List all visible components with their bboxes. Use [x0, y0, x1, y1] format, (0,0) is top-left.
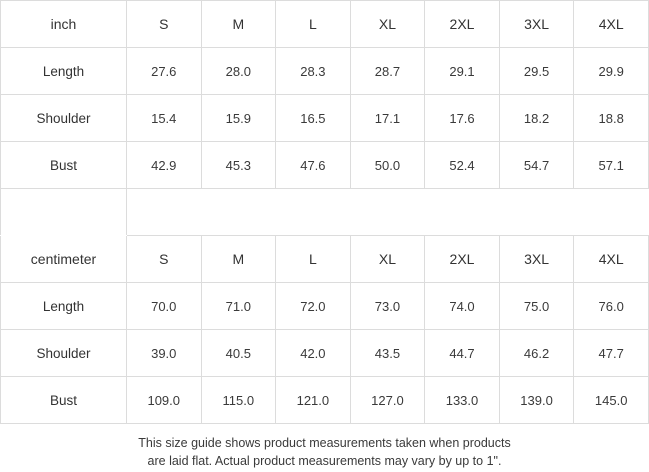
table-header-row-inch	[1, 1, 649, 48]
cell-bust-s-inch: 42.9	[126, 142, 201, 189]
cell-shoulder-3xl-cm: 46.2	[499, 330, 574, 377]
cell-length-4xl-cm: 76.0	[574, 283, 649, 330]
cell-bust-xl-inch: 50.0	[350, 142, 425, 189]
cell-length-l-inch: 28.3	[276, 48, 351, 95]
spacer-cell-right	[126, 189, 648, 236]
cell-bust-m-inch: 45.3	[201, 142, 276, 189]
spacer-cell-left	[1, 189, 127, 236]
cell-shoulder-m-inch: 15.9	[201, 95, 276, 142]
cell-bust-m-cm: 115.0	[201, 377, 276, 424]
table-spacer-row	[1, 189, 649, 236]
cell-length-s-cm: 70.0	[126, 283, 201, 330]
cell-bust-3xl-inch: 54.7	[499, 142, 574, 189]
unit-label-inch: inch	[1, 1, 127, 48]
column-header-4xl-inch: 4XL	[574, 1, 649, 48]
cell-length-2xl-cm: 74.0	[425, 283, 500, 330]
cell-length-2xl-inch: 29.1	[425, 48, 500, 95]
row-label-shoulder-cm: Shoulder	[1, 330, 127, 377]
cell-length-4xl-inch: 29.9	[574, 48, 649, 95]
note-line-2: are laid flat. Actual product measurements may vary by up to 1".	[147, 454, 502, 469]
table-row	[1, 95, 649, 142]
row-label-length-cm: Length	[1, 283, 127, 330]
cell-length-s-inch: 27.6	[126, 48, 201, 95]
cell-shoulder-l-cm: 42.0	[276, 330, 351, 377]
unit-label-centimeter: centimeter	[1, 236, 127, 283]
cell-shoulder-m-cm: 40.5	[201, 330, 276, 377]
cell-shoulder-xl-inch: 17.1	[350, 95, 425, 142]
cell-shoulder-s-inch: 15.4	[126, 95, 201, 142]
column-header-l-inch: L	[276, 1, 351, 48]
cell-length-3xl-cm: 75.0	[499, 283, 574, 330]
column-header-3xl-inch: 3XL	[499, 1, 574, 48]
cell-shoulder-l-inch: 16.5	[276, 95, 351, 142]
column-header-s-inch: S	[126, 1, 201, 48]
cell-length-xl-cm: 73.0	[350, 283, 425, 330]
table-row	[1, 142, 649, 189]
table-row	[1, 283, 649, 330]
cell-bust-xl-cm: 127.0	[350, 377, 425, 424]
cell-length-m-cm: 71.0	[201, 283, 276, 330]
cell-length-l-cm: 72.0	[276, 283, 351, 330]
cell-shoulder-3xl-inch: 18.2	[499, 95, 574, 142]
size-guide-note	[0, 424, 649, 470]
row-label-length-inch: Length	[1, 48, 127, 95]
row-label-bust-inch: Bust	[1, 142, 127, 189]
column-header-xl-cm: XL	[350, 236, 425, 283]
column-header-2xl-cm: 2XL	[425, 236, 500, 283]
column-header-m-inch: M	[201, 1, 276, 48]
column-header-s-cm: S	[126, 236, 201, 283]
cell-bust-2xl-cm: 133.0	[425, 377, 500, 424]
cell-length-m-inch: 28.0	[201, 48, 276, 95]
column-header-3xl-cm: 3XL	[499, 236, 574, 283]
cell-bust-4xl-cm: 145.0	[574, 377, 649, 424]
column-header-4xl-cm: 4XL	[574, 236, 649, 283]
cell-length-xl-inch: 28.7	[350, 48, 425, 95]
column-header-l-cm: L	[276, 236, 351, 283]
column-header-m-cm: M	[201, 236, 276, 283]
cell-bust-3xl-cm: 139.0	[499, 377, 574, 424]
cell-shoulder-s-cm: 39.0	[126, 330, 201, 377]
cell-length-3xl-inch: 29.5	[499, 48, 574, 95]
table-row	[1, 330, 649, 377]
cell-shoulder-xl-cm: 43.5	[350, 330, 425, 377]
cell-bust-l-cm: 121.0	[276, 377, 351, 424]
cell-bust-4xl-inch: 57.1	[574, 142, 649, 189]
column-header-2xl-inch: 2XL	[425, 1, 500, 48]
cell-bust-s-cm: 109.0	[126, 377, 201, 424]
table-row	[1, 48, 649, 95]
row-label-bust-cm: Bust	[1, 377, 127, 424]
cell-bust-l-inch: 47.6	[276, 142, 351, 189]
cell-shoulder-4xl-inch: 18.8	[574, 95, 649, 142]
cell-shoulder-4xl-cm: 47.7	[574, 330, 649, 377]
column-header-xl-inch: XL	[350, 1, 425, 48]
cell-shoulder-2xl-inch: 17.6	[425, 95, 500, 142]
cell-bust-2xl-inch: 52.4	[425, 142, 500, 189]
cell-shoulder-2xl-cm: 44.7	[425, 330, 500, 377]
row-label-shoulder-inch: Shoulder	[1, 95, 127, 142]
table-header-row-cm	[1, 236, 649, 283]
table-row	[1, 377, 649, 424]
note-line-1: This size guide shows product measurements taken when products	[138, 436, 511, 450]
